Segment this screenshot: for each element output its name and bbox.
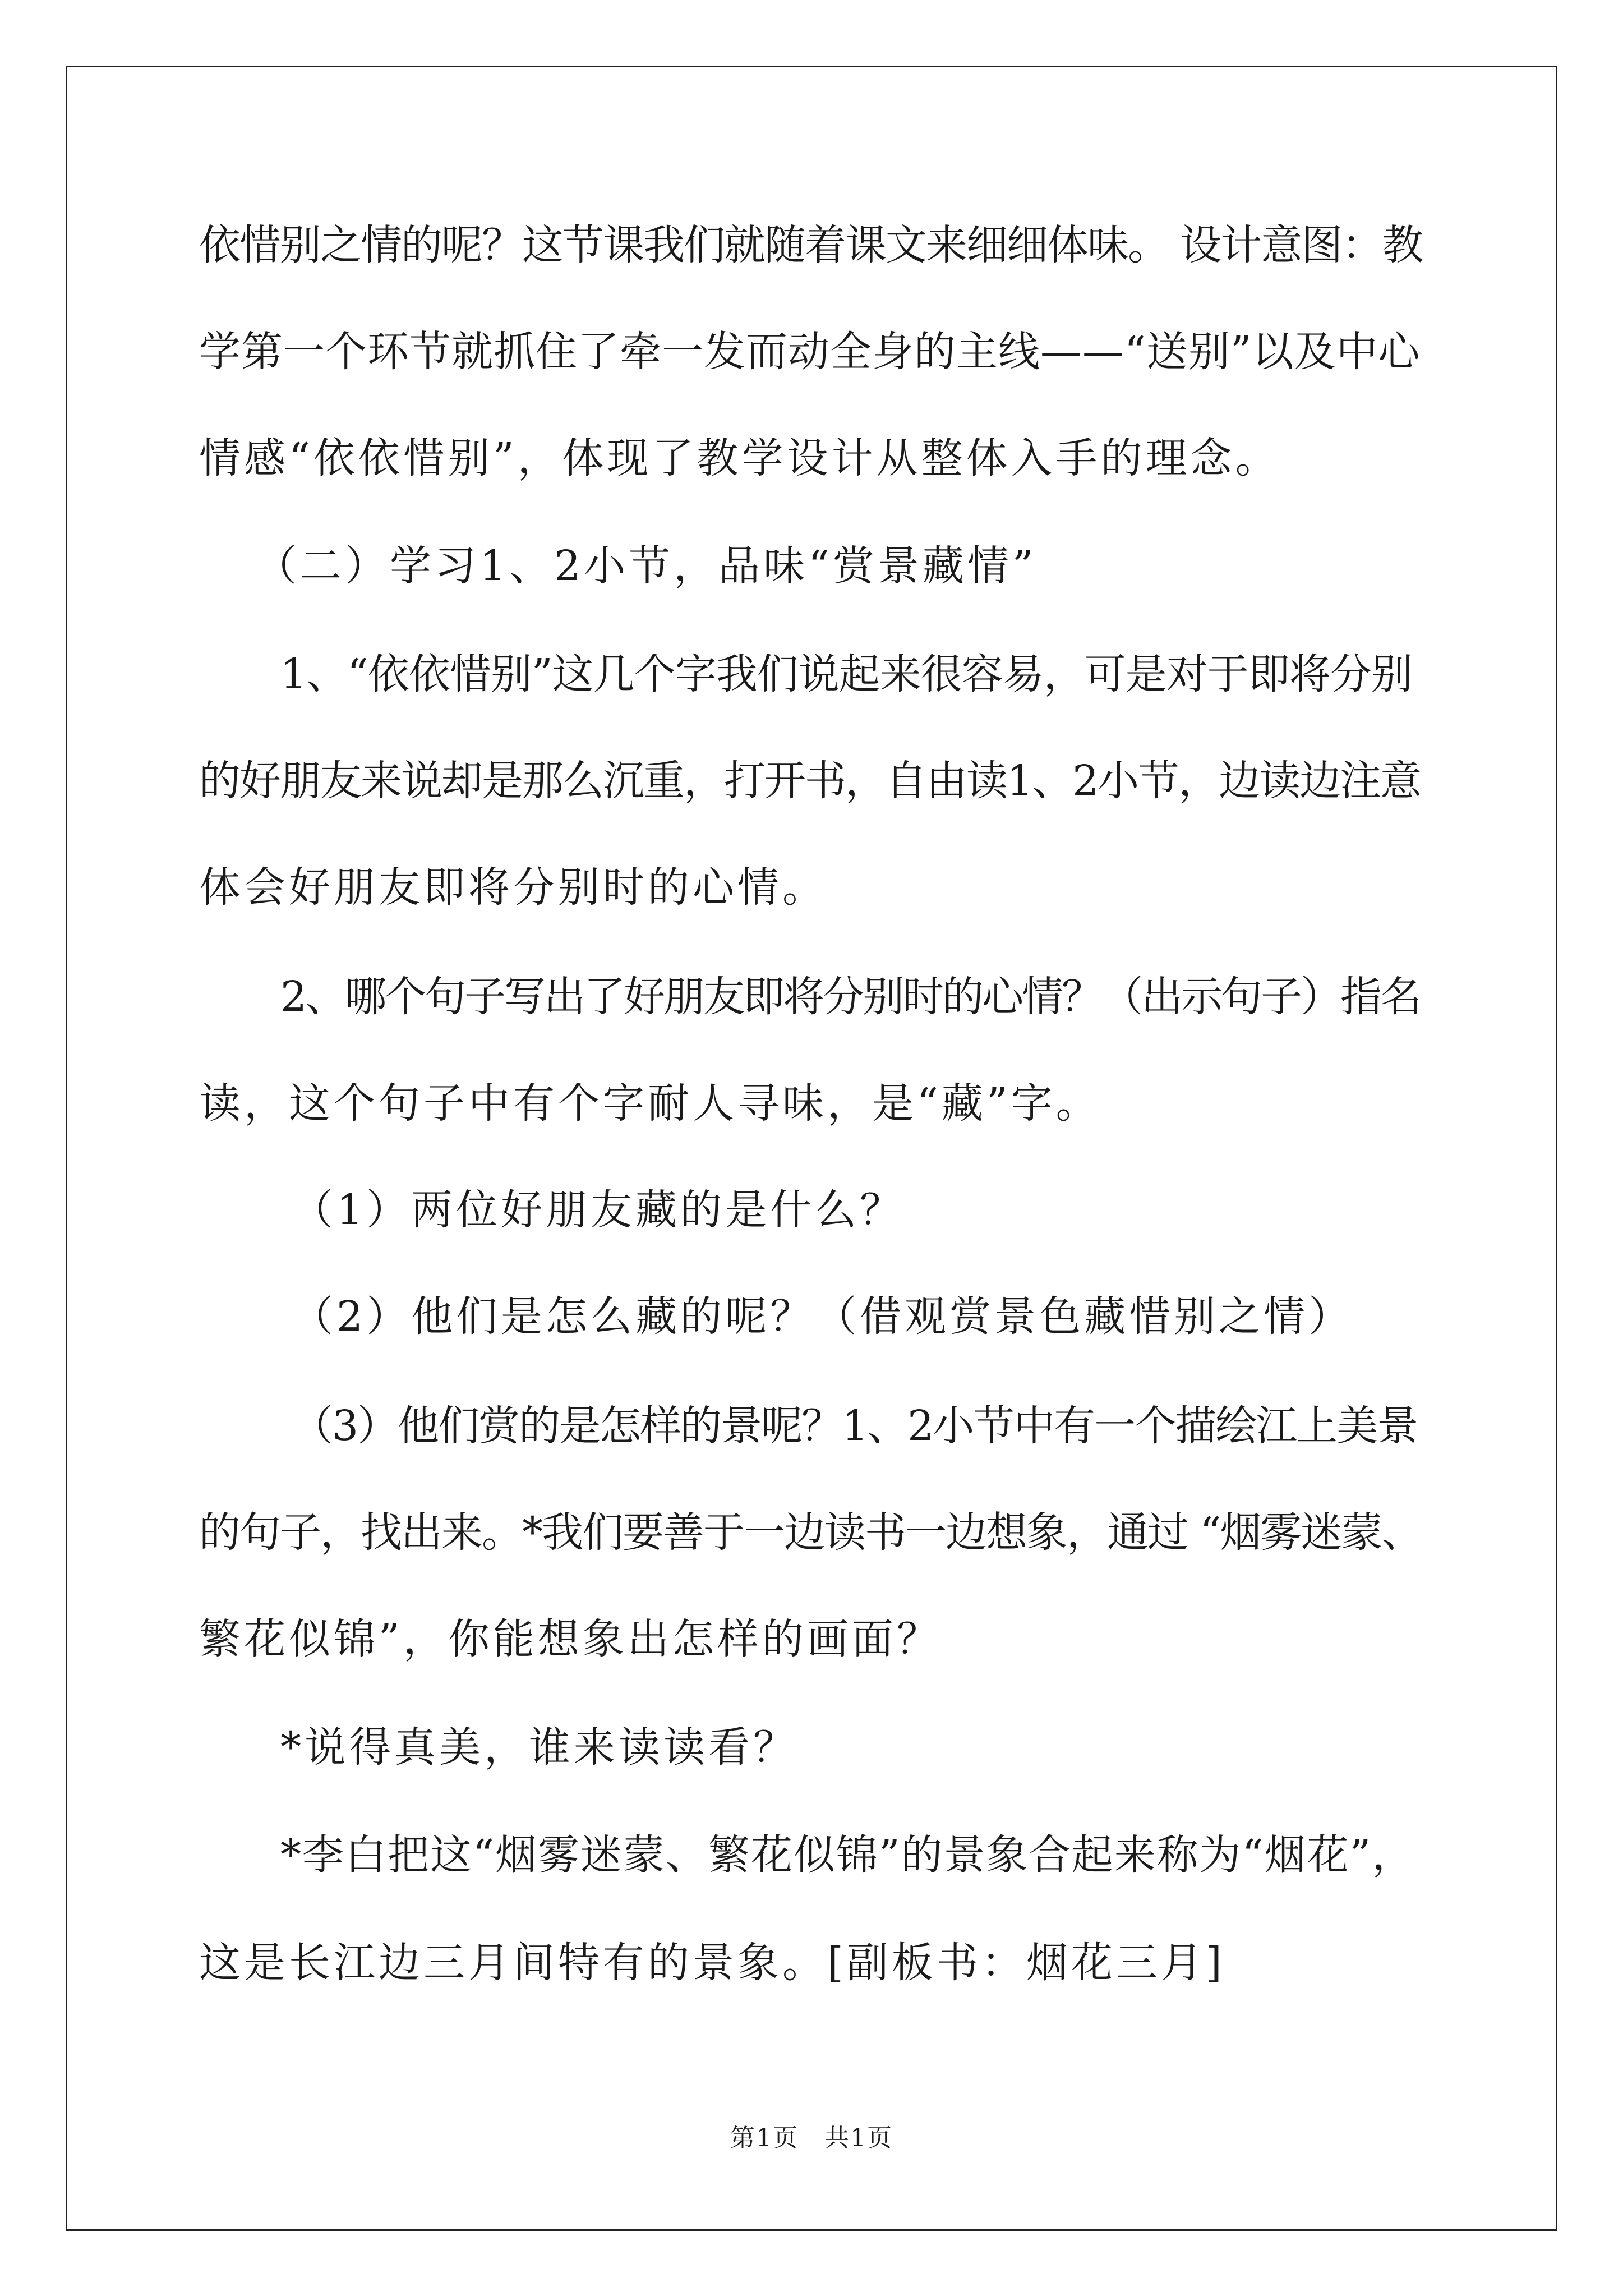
text-line-7: 体会好朋友即将分别时的心情。 [199, 863, 827, 912]
text-line-5: 1、“依依惜别”这几个字我们说起来很容易，可是对于即将分别 [280, 650, 1412, 698]
text-line-9: 读，这个句子中有个字耐人寻味，是“藏”字。 [199, 1079, 1101, 1128]
text-line-1: 依惜别之情的呢？这节课我们就随着课文来细细体味。 设计意图：教 [199, 221, 1423, 269]
text-line-8: 2、哪个句子写出了好朋友即将分别时的心情？（出示句子）指名 [280, 973, 1421, 1021]
text-line-11: （2）他们是怎么藏的呢？（借观赏景色藏惜别之情） [292, 1292, 1354, 1341]
page-border [66, 66, 1557, 2231]
text-line-13: 的句子，找出来。*我们要善于一边读书一边想象，通过 “烟雾迷蒙、 [199, 1508, 1422, 1557]
text-line-15: *说得真美，谁来读读看？ [280, 1723, 798, 1772]
text-line-6: 的好朋友来说却是那么沉重，打开书，自由读1、2小节，边读边注意 [199, 757, 1421, 805]
section-heading: （二）学习1、2小节，品味“赏景藏情” [255, 542, 1037, 590]
text-line-17: 这是长江边三月间特有的景象。[副板书：烟花三月] [199, 1939, 1225, 1987]
page-number-footer: 第1页 共1页 [730, 2124, 893, 2152]
text-line-2: 学第一个环节就抓住了牵一发而动全身的主线——“送别”以及中心 [199, 328, 1421, 376]
text-line-14: 繁花似锦”，你能想象出怎样的画面？ [199, 1615, 942, 1663]
text-line-12: （3）他们赏的是怎样的景呢？1、2小节中有一个描绘江上美景 [292, 1402, 1418, 1450]
text-line-3: 情感“依依惜别”，体现了教学设计从整体入手的理念。 [199, 434, 1280, 482]
text-line-16: *李白把这“烟雾迷蒙、繁花似锦”的景象合起来称为“烟花”， [280, 1831, 1415, 1879]
text-line-10: （1）两位好朋友藏的是什么？ [292, 1186, 905, 1234]
